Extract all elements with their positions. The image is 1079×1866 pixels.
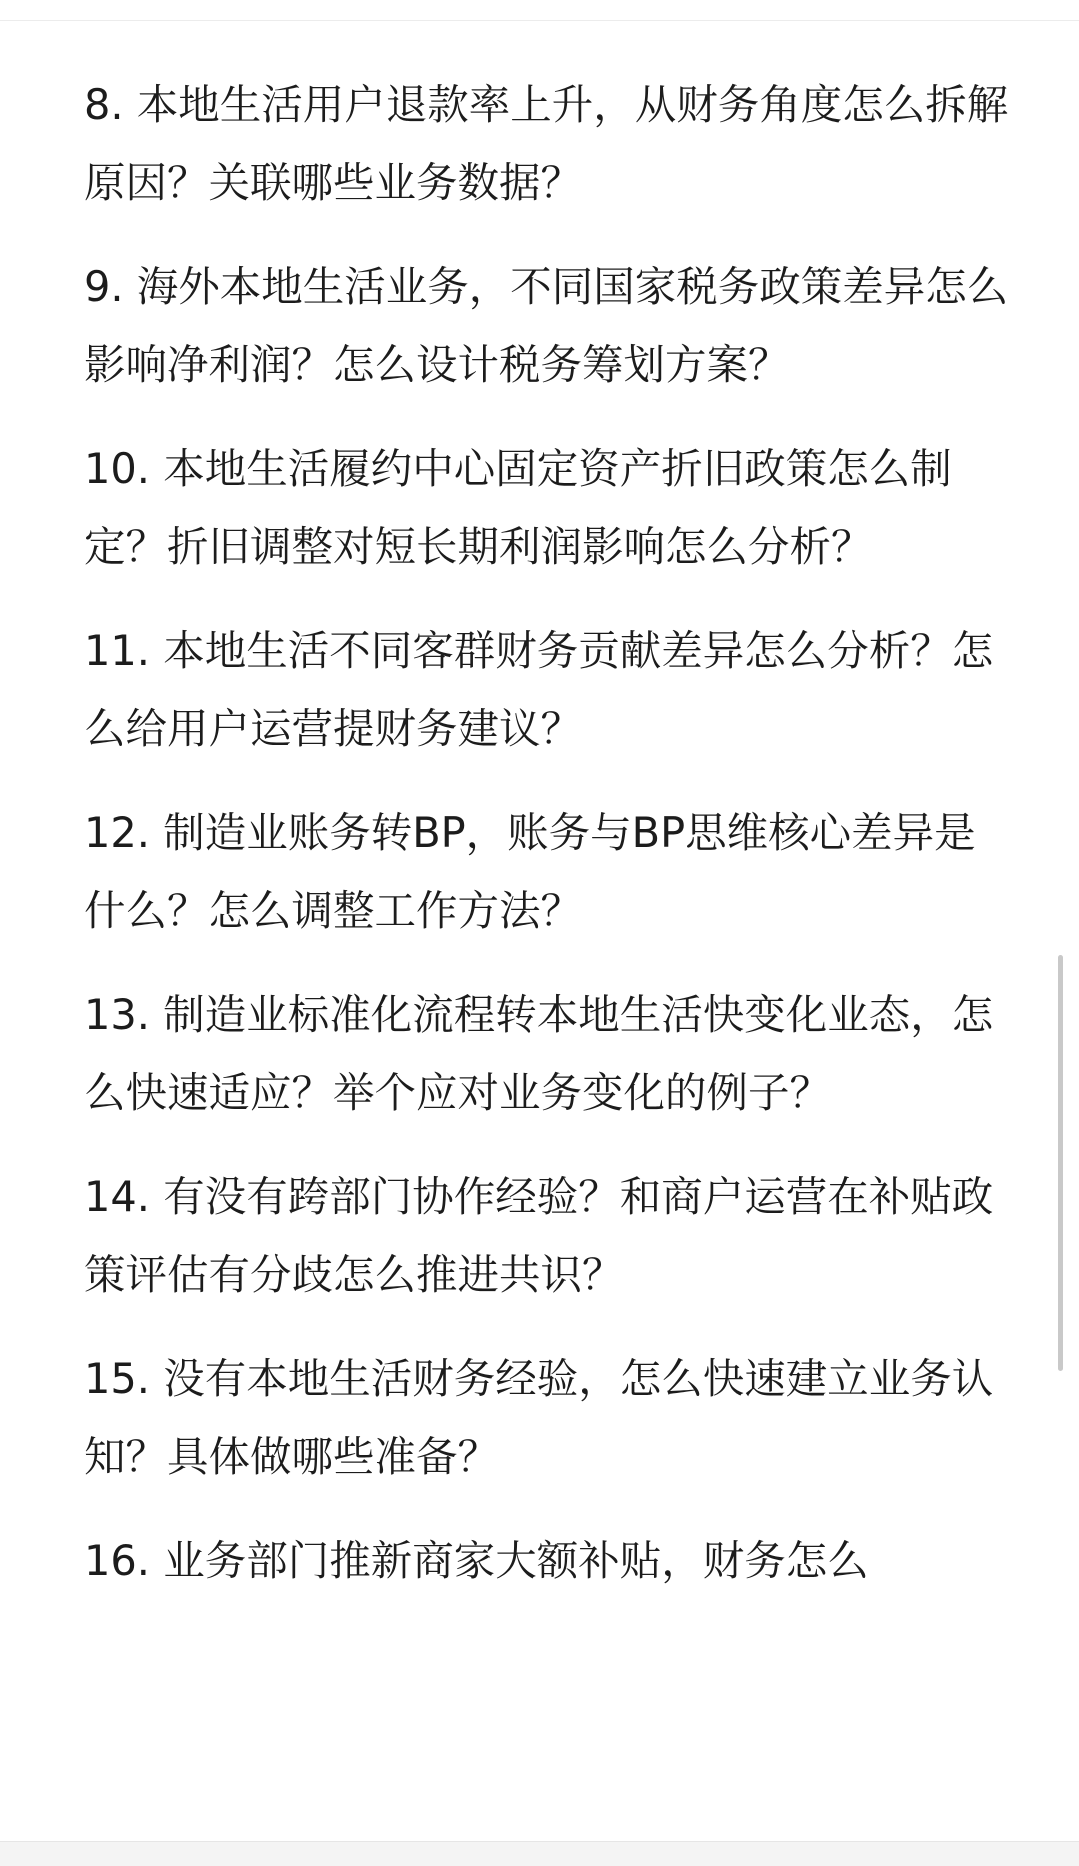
question-item: 15. 没有本地生活财务经验，怎么快速建立业务认知？具体做哪些准备？ [84,1354,994,1481]
question-item: 13. 制造业标准化流程转本地生活快变化业态，怎么快速适应？举个应对业务变化的例子？ [84,990,994,1117]
question-list[interactable] [84,0,1009,1626]
question-item: 16. 业务部门推新商家大额补贴，财务怎么 [84,1536,869,1585]
question-item: 8. 本地生活用户退款率上升，从财务角度怎么拆解原因？关联哪些业务数据？ [84,80,1009,207]
question-item: 11. 本地生活不同客群财务贡献差异怎么分析？怎么给用户运营提财务建议？ [84,626,994,753]
question-item: 10. 本地生活履约中心固定资产折旧政策怎么制定？折旧调整对短长期利润影响怎么分析？ [84,444,952,571]
question-item: 12. 制造业账务转BP，账务与BP思维核心差异是什么？怎么调整工作方法？ [84,808,976,935]
scrollbar[interactable] [1055,0,1063,1866]
bottom-bar-edge [0,1841,1079,1866]
question-item: 9. 海外本地生活业务，不同国家税务政策差异怎么影响净利润？怎么设计税务筹划方案？ [84,262,1009,389]
scrollbar-thumb[interactable] [1058,955,1063,1371]
question-item: 14. 有没有跨部门协作经验？和商户运营在补贴政策评估有分歧怎么推进共识？ [84,1172,994,1299]
top-bar-edge [0,0,1079,21]
